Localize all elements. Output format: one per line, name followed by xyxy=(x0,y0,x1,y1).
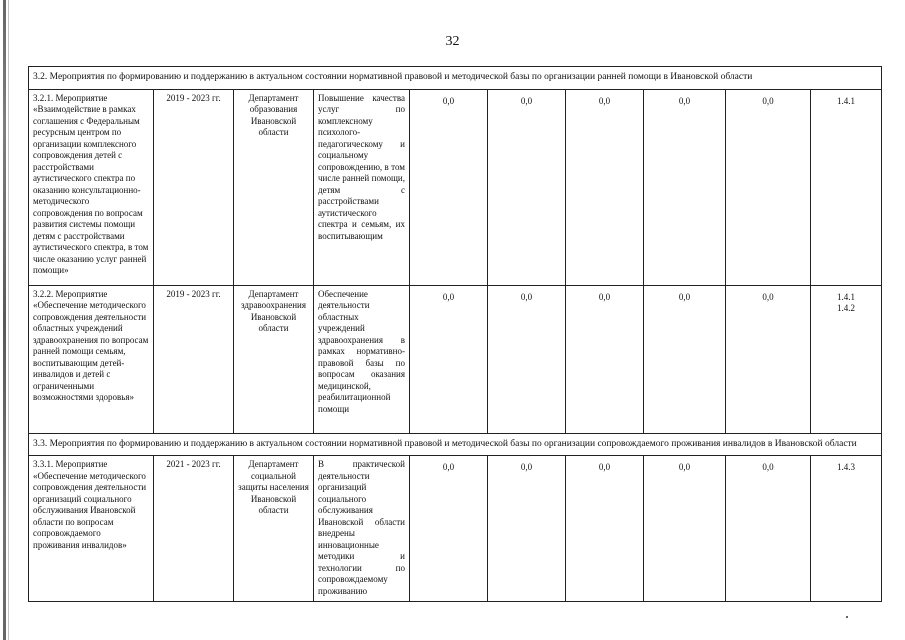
value-cell: 0,0 xyxy=(488,89,566,285)
measure-period: 2021 - 2023 гг. xyxy=(154,456,234,602)
page-number: 32 xyxy=(445,34,460,49)
measures-table xyxy=(28,66,882,602)
value-cell: 0,0 xyxy=(566,89,644,285)
section-header-row xyxy=(29,67,882,90)
value-cell: 0,0 xyxy=(566,456,644,602)
value-cell: 0,0 xyxy=(488,285,566,433)
indicator-code: 1.4.1 1.4.2 xyxy=(811,285,882,433)
value-cell: 0,0 xyxy=(410,89,488,285)
measure-period: 2019 - 2023 гг. xyxy=(154,285,234,433)
value-cell: 0,0 xyxy=(566,285,644,433)
section-title: 3.3. Мероприятия по формированию и поддержанию в актуальном состоянии нормативной правовой и методической базы по организации сопровождаемого проживания инвалидов в Ивановской области xyxy=(29,433,882,456)
scan-edge-mark-thin xyxy=(8,0,9,640)
value-cell: 0,0 xyxy=(410,456,488,602)
scan-speck xyxy=(846,616,848,618)
value-cell: 0,0 xyxy=(410,285,488,433)
scan-edge-mark xyxy=(3,0,6,640)
measure-executor: Департамент образования Ивановской области xyxy=(234,89,314,285)
table-row xyxy=(29,456,882,602)
measure-period: 2019 - 2023 гг. xyxy=(154,89,234,285)
measure-result: В практической деятельности организаций социального обслуживания Ивановской области внедрены инновационные методики и технологии по сопровождаемому проживанию xyxy=(314,456,410,602)
indicator-code: 1.4.1 xyxy=(811,89,882,285)
section-header-row xyxy=(29,433,882,456)
value-cell: 0,0 xyxy=(644,456,726,602)
measure-result: Обеспечение деятельности областных учреждений здравоохранения в рамках нормативно-правовой базы по вопросам оказания медицинской, реабилитационной помощи xyxy=(314,285,410,433)
value-cell: 0,0 xyxy=(488,456,566,602)
value-cell: 0,0 xyxy=(644,285,726,433)
measure-name: 3.2.2. Мероприятие «Обеспечение методического сопровождения деятельности областных учреждений здравоохранения по вопросам ранней помощи семьям, воспитывающим детей-инвалидов и детей с ограниченными возможностями здоровья» xyxy=(29,285,154,433)
table-row xyxy=(29,285,882,433)
value-cell: 0,0 xyxy=(726,456,811,602)
measure-executor: Департамент социальной защиты населения Ивановской области xyxy=(234,456,314,602)
value-cell: 0,0 xyxy=(644,89,726,285)
value-cell: 0,0 xyxy=(726,285,811,433)
measure-result: Повышение качества услуг по комплексному психолого-педагогическому и социальному сопровождению, в том числе ранней помощи, детям с расстройствами аутистического спектра и семьям, их воспитывающим xyxy=(314,89,410,285)
value-cell: 0,0 xyxy=(726,89,811,285)
measure-name: 3.2.1. Мероприятие «Взаимодействие в рамках соглашения с Федеральным ресурсным центром по организации комплексного сопровождения детей с расстройствами аутистического спектра по оказанию консультационно-методического сопровождения по вопросам развития системы помощи детям с расстройствами аутистического спектра, в том числе оказанию услуг ранней помощи» xyxy=(29,89,154,285)
section-title: 3.2. Мероприятия по формированию и поддержанию в актуальном состоянии нормативной правовой и методической базы по организации ранней помощи в Ивановской области xyxy=(29,67,882,90)
table-row xyxy=(29,89,882,285)
indicator-code: 1.4.3 xyxy=(811,456,882,602)
measure-name: 3.3.1. Мероприятие «Обеспечение методического сопровождения деятельности организаций социального обслуживания Ивановской области по вопросам сопровождаемого проживания инвалидов» xyxy=(29,456,154,602)
measure-executor: Департамент здравоохранения Ивановской области xyxy=(234,285,314,433)
